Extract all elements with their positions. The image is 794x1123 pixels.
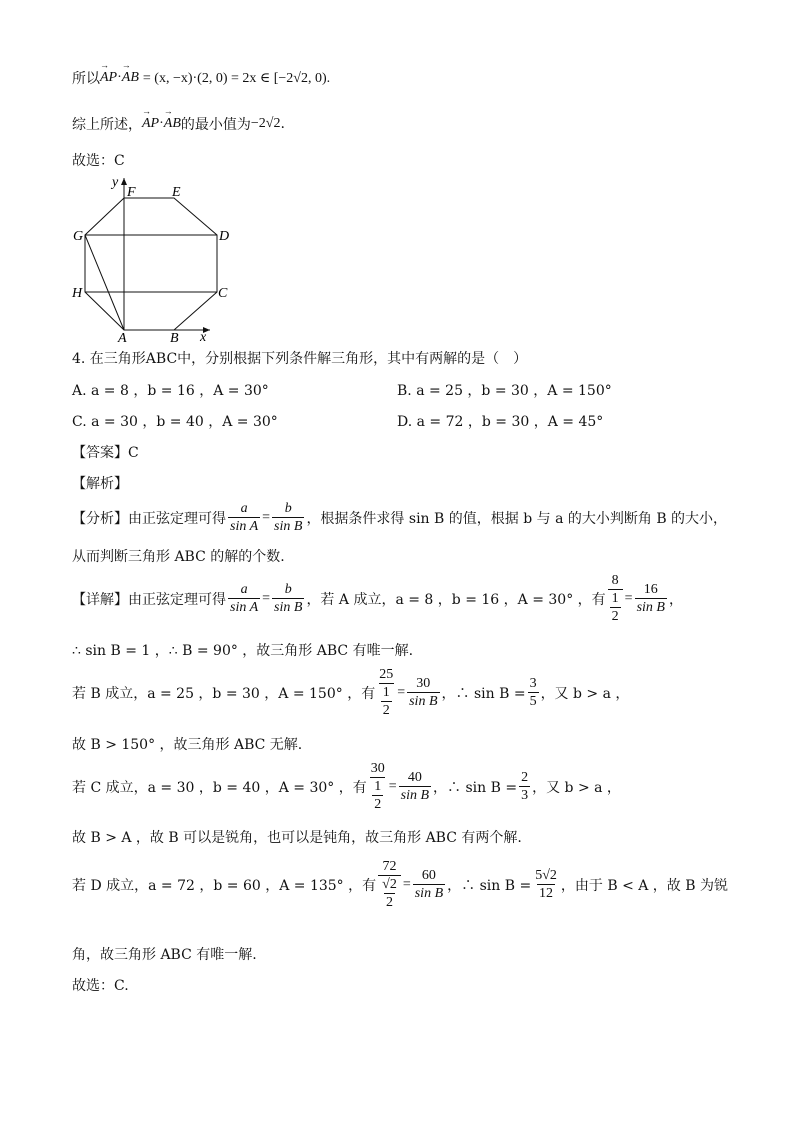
analysis-label: 【解析】 <box>72 476 128 492</box>
equals-sign: = <box>262 509 271 525</box>
frac-den: 2 <box>611 609 619 624</box>
option-b: B. a = 25 ，b = 30 ，A = 150° <box>397 383 612 399</box>
intro-expression: = (x, −x)·(2, 0) = 2x ∈ [−2√2, 0). <box>142 70 331 86</box>
case-c-head: 若 C 成立，a = 30 ，b = 40 ，A = 30° ，有 <box>72 779 367 796</box>
equals-sign: = <box>388 778 397 794</box>
frac-den: sin A <box>230 600 259 615</box>
frac-den <box>379 683 394 719</box>
frac-num: 1 <box>374 779 382 794</box>
fraction-5root2-12 <box>533 867 559 902</box>
fraction-b-over-sinb <box>272 500 304 535</box>
fraction-30-over-half <box>369 760 387 813</box>
frac-den: sin B <box>414 886 444 901</box>
vector-ap-2: → AP <box>142 116 159 132</box>
dot-operator-2: · <box>159 116 164 131</box>
frac-den <box>370 777 385 813</box>
frac-den: sin B <box>274 600 303 615</box>
label-c: C <box>218 286 228 301</box>
final-answer: 故选：C. <box>72 978 129 994</box>
xiangjie-mid: ，若 A 成立，a = 8 ，b = 16 ，A = 30° ，有 <box>306 591 606 608</box>
frac-den: sin B <box>409 694 438 709</box>
fraction-72-over-root2-half <box>378 858 401 911</box>
label-f: F <box>127 185 136 200</box>
frac-num: a <box>240 501 248 516</box>
case-d-mid: ，∴ sin B = <box>447 877 532 894</box>
frac-num: 60 <box>421 868 436 883</box>
intro-line-1 <box>72 68 330 88</box>
fraction-a-over-sina <box>228 500 260 535</box>
fraction-half <box>372 778 383 813</box>
conclusion-end: . <box>280 116 285 132</box>
label-a: A <box>118 331 127 346</box>
frac-den: sin B <box>400 788 430 803</box>
fraction-a-over-sina-2 <box>228 581 260 616</box>
case-c-end: ，又 b > a ， <box>532 779 621 796</box>
fraction-half <box>610 590 621 625</box>
case-c-line-1 <box>72 760 621 813</box>
label-g: G <box>73 229 84 244</box>
fraction-16-over-sinb <box>635 581 667 616</box>
frac-den <box>608 589 623 625</box>
label-h: H <box>72 286 83 301</box>
frac-den: 12 <box>539 886 554 901</box>
xiangjie-end: ， <box>668 591 683 608</box>
dot-operator: · <box>117 70 122 85</box>
case-b-line-2: 故 B > 150° ，故三角形 ABC 无解. <box>72 737 303 753</box>
frac-num: 8 <box>611 573 619 588</box>
segment-ga <box>85 235 124 330</box>
frac-den: 2 <box>385 895 393 910</box>
frac-den: sin A <box>230 519 259 534</box>
case-c-mid: ，∴ sin B = <box>433 779 518 796</box>
fraction-8-over-half <box>608 572 623 625</box>
fenxi-line-2: 从而判断三角形 ABC 的解的个数. <box>72 549 285 565</box>
frac-num: 25 <box>379 667 394 682</box>
octagon <box>85 198 217 330</box>
y-axis-arrow <box>121 178 127 185</box>
frac-den: sin B <box>636 600 665 615</box>
case-c-line-2: 故 B > A ，故 B 可以是锐角，也可以是钝角，故三角形 ABC 有两个解. <box>72 830 522 846</box>
prev-answer: 故选：C <box>72 153 125 169</box>
fraction-60-over-sinb <box>413 867 445 902</box>
frac-num: 30 <box>370 761 385 776</box>
question-stem: 4. 在三角形ABC中，分别根据下列条件解三角形，其中有两解的是（ ） <box>72 351 528 367</box>
label-b: B <box>170 331 179 346</box>
fraction-25-over-half <box>377 666 395 719</box>
frac-num: 5√2 <box>535 868 557 883</box>
conclusion-prefix: 综上所述， <box>72 117 142 133</box>
frac-den: 2 <box>382 703 390 718</box>
fenxi-line-1 <box>72 500 727 535</box>
frac-num: 1 <box>382 685 390 700</box>
octagon-figure <box>70 172 230 346</box>
case-d-head: 若 D 成立，a = 72 ，b = 60 ，A = 135° ，有 <box>72 877 377 894</box>
label-d: D <box>219 229 230 244</box>
frac-num: b <box>284 582 292 597</box>
fraction-root2-over-2 <box>380 876 399 911</box>
case-b-line-1 <box>72 666 629 719</box>
fraction-2-3 <box>519 769 530 804</box>
option-a: A. a = 8 ，b = 16 ，A = 30° <box>72 383 269 399</box>
fraction-40-over-sinb <box>399 769 431 804</box>
frac-num: a <box>240 582 248 597</box>
case-d-line-2: 角，故三角形 ABC 有唯一解. <box>72 947 257 963</box>
frac-den <box>378 875 401 911</box>
intro-line-2 <box>72 114 285 134</box>
fraction-half <box>381 684 392 719</box>
frac-den: sin B <box>274 519 303 534</box>
xiangjie-line-1 <box>72 572 683 625</box>
equals-sign: = <box>262 590 271 606</box>
label-y: y <box>112 175 119 190</box>
vector-ab-2: → AB <box>164 116 181 132</box>
answer-label: 【答案】C <box>72 445 139 461</box>
label-x: x <box>200 330 207 345</box>
frac-num: √2 <box>382 877 397 892</box>
frac-num: 40 <box>407 770 422 785</box>
vector-ab: → AB <box>122 70 139 86</box>
case-a-line-2: ∴ sin B = 1 ，∴ B = 90° ，故三角形 ABC 有唯一解. <box>72 643 414 659</box>
frac-num: 2 <box>521 770 529 785</box>
fraction-30-over-sinb <box>407 675 439 710</box>
frac-den: 3 <box>521 788 529 803</box>
case-b-mid: ，∴ sin B = <box>441 685 526 702</box>
min-value: −2√2 <box>250 116 281 131</box>
fraction-b-over-sinb-2 <box>272 581 304 616</box>
option-c: C. a = 30 ，b = 40 ，A = 30° <box>72 414 278 430</box>
label-e: E <box>172 185 181 200</box>
frac-num: b <box>284 501 292 516</box>
frac-num: 30 <box>416 676 431 691</box>
case-b-end: ，又 b > a ， <box>540 685 630 702</box>
fraction-3-5 <box>528 675 539 710</box>
intro-prefix: 所以 <box>72 71 100 87</box>
equals-sign: = <box>397 684 406 700</box>
frac-den: 5 <box>529 694 537 709</box>
equals-sign: = <box>402 876 411 892</box>
fenxi-head: 【分析】由正弦定理可得 <box>72 510 226 527</box>
conclusion-mid: 的最小值为 <box>180 117 251 133</box>
fenxi-tail: ，根据条件求得 sin B 的值，根据 b 与 a 的大小判断角 B 的大小， <box>306 510 728 527</box>
frac-num: 16 <box>643 582 658 597</box>
vector-ap: → AP <box>100 70 117 86</box>
frac-num: 1 <box>611 591 619 606</box>
equals-sign: = <box>624 590 633 606</box>
frac-num: 72 <box>382 859 397 874</box>
xiangjie-head: 【详解】由正弦定理可得 <box>72 591 226 608</box>
option-d: D. a = 72 ，b = 30 ，A = 45° <box>397 414 604 430</box>
frac-num: 3 <box>529 676 537 691</box>
case-d-line-1 <box>72 858 728 911</box>
case-d-end: ，由于 B < A ，故 B 为锐 <box>560 877 728 894</box>
case-b-head: 若 B 成立，a = 25 ，b = 30 ，A = 150° ，有 <box>72 685 376 702</box>
frac-den: 2 <box>374 797 382 812</box>
